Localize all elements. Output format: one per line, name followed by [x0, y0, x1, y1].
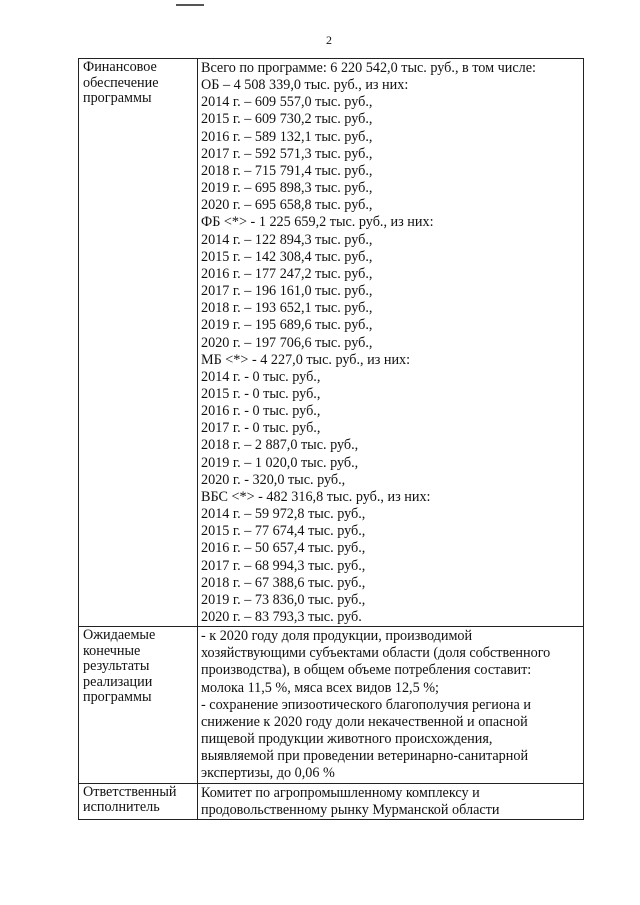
program-passport-table: [78, 58, 584, 820]
scan-mark: [176, 4, 204, 6]
value-line: 2018 г. – 715 791,4 тыс. руб.,: [201, 162, 373, 179]
value-line: ВБС <*> - 482 316,8 тыс. руб., из них:: [201, 488, 431, 505]
value-line: 2016 г. – 589 132,1 тыс. руб.,: [201, 128, 373, 145]
value-line: экспертизы, до 0,06 %: [201, 765, 335, 782]
value-line: 2020 г. – 83 793,3 тыс. руб.: [201, 609, 362, 625]
label-line: Финансовое: [83, 59, 157, 75]
value-line: Комитет по агропромышленному комплексу и: [201, 784, 480, 801]
value-line: хозяйствующими субъектами области (доля собственного: [201, 645, 551, 662]
value-line: 2014 г. – 609 557,0 тыс. руб.,: [201, 94, 373, 111]
label-line: обеспечение: [83, 74, 159, 91]
value-line: 2017 г. – 68 994,3 тыс. руб.,: [201, 557, 366, 574]
label-cell-financing: [79, 59, 198, 627]
value-line: 2019 г. – 1 020,0 тыс. руб.,: [201, 454, 359, 471]
value-line: 2018 г. – 67 388,6 тыс. руб.,: [201, 574, 366, 591]
label-line: Ответственный: [83, 783, 177, 800]
value-line: 2020 г. – 695 658,8 тыс. руб.,: [201, 197, 373, 214]
label-cell-expected-results: [79, 627, 198, 783]
value-line: 2014 г. - 0 тыс. руб.,: [201, 368, 321, 385]
value-line: производства), в общем объеме потребления составит:: [201, 662, 532, 679]
table-row: [79, 627, 584, 783]
table-row: [79, 783, 584, 819]
value-line: снижение к 2020 году доли некачественной и опасной: [201, 713, 528, 730]
value-line: 2017 г. – 196 161,0 тыс. руб.,: [201, 283, 373, 300]
value-line: 2018 г. – 2 887,0 тыс. руб.,: [201, 437, 359, 454]
value-line: 2016 г. – 177 247,2 тыс. руб.,: [201, 265, 373, 282]
value-cell-responsible-executor: [198, 783, 584, 819]
label-line: результаты: [83, 658, 150, 675]
label-cell-responsible-executor: [79, 783, 198, 819]
label-line: программы: [83, 90, 152, 106]
page-number: 2: [326, 33, 332, 47]
value-line: 2020 г. – 197 706,6 тыс. руб.,: [201, 334, 373, 351]
value-line: 2017 г. - 0 тыс. руб.,: [201, 420, 321, 437]
value-line: 2016 г. - 0 тыс. руб.,: [201, 403, 321, 420]
value-line: - к 2020 году доля продукции, производимой: [201, 628, 473, 645]
value-cell-financing: [198, 59, 584, 627]
label-line: реализации: [83, 673, 153, 690]
value-line: 2018 г. – 193 652,1 тыс. руб.,: [201, 300, 373, 317]
label-line: конечные: [83, 642, 141, 659]
value-line: МБ <*> - 4 227,0 тыс. руб., из них:: [201, 351, 411, 368]
value-line: 2016 г. – 50 657,4 тыс. руб.,: [201, 540, 366, 557]
value-line: ОБ – 4 508 339,0 тыс. руб., из них:: [201, 77, 409, 94]
table-row: [79, 59, 584, 627]
value-line: 2014 г. – 59 972,8 тыс. руб.,: [201, 506, 366, 523]
value-line: продовольственному рынку Мурманской области: [201, 801, 500, 818]
label-line: программы: [83, 689, 152, 706]
value-line: 2017 г. – 592 571,3 тыс. руб.,: [201, 145, 373, 162]
value-line: 2015 г. - 0 тыс. руб.,: [201, 385, 321, 402]
value-line: ФБ <*> - 1 225 659,2 тыс. руб., из них:: [201, 214, 434, 231]
value-line: 2014 г. – 122 894,3 тыс. руб.,: [201, 231, 373, 248]
value-line: 2015 г. – 142 308,4 тыс. руб.,: [201, 248, 373, 265]
value-line: 2019 г. – 73 836,0 тыс. руб.,: [201, 591, 366, 608]
value-line: 2020 г. - 320,0 тыс. руб.,: [201, 471, 346, 488]
value-line: 2015 г. – 609 730,2 тыс. руб.,: [201, 111, 373, 128]
value-line: пищевой продукции животного происхождения,: [201, 731, 493, 748]
value-line: 2019 г. – 695 898,3 тыс. руб.,: [201, 180, 373, 197]
value-line: выявляемой при проведении ветеринарно-санитарной: [201, 748, 529, 765]
value-line: 2015 г. – 77 674,4 тыс. руб.,: [201, 523, 366, 540]
value-line: молока 11,5 %, мяса всех видов 12,5 %;: [201, 679, 439, 696]
value-line: 2019 г. – 195 689,6 тыс. руб.,: [201, 317, 373, 334]
value-line: - сохранение эпизоотического благополучия региона и: [201, 696, 531, 713]
value-line: Всего по программе: 6 220 542,0 тыс. руб., в том числе:: [201, 60, 536, 76]
label-line: исполнитель: [83, 799, 160, 816]
label-line: Ожидаемые: [83, 627, 156, 644]
value-cell-expected-results: [198, 627, 584, 783]
